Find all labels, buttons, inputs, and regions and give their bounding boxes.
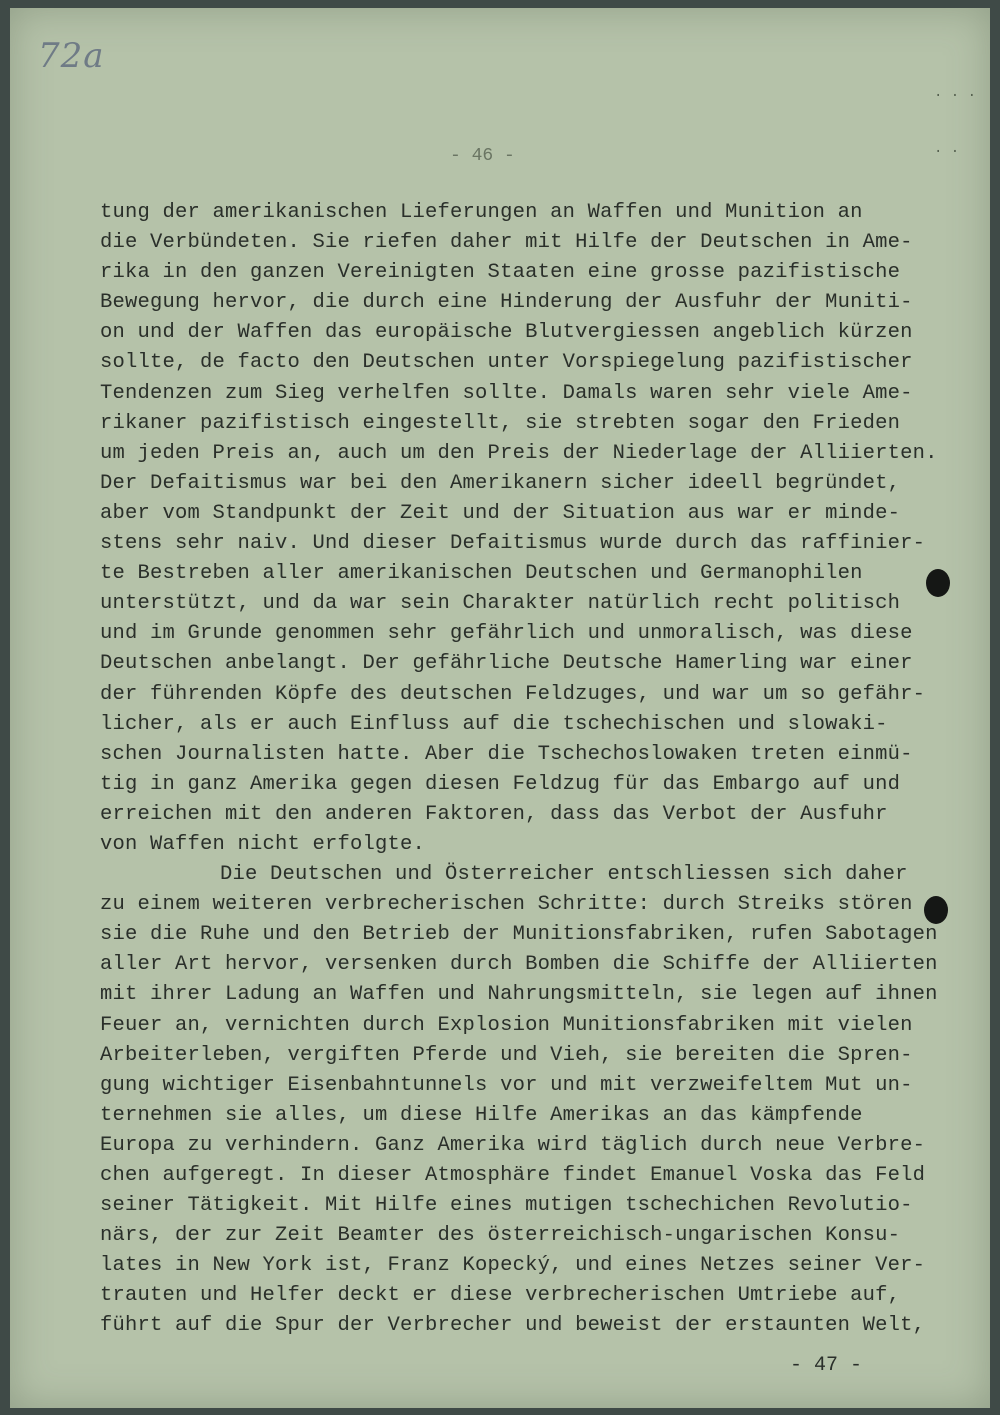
text-line: schen Journalisten hatte. Aber die Tschechoslowaken treten einmü- [100, 742, 913, 766]
text-line: erreichen mit den anderen Faktoren, dass das Verbot der Ausfuhr [100, 802, 888, 826]
document-page [10, 8, 990, 1408]
punch-hole [926, 569, 950, 597]
text-line: gung wichtiger Eisenbahntunnels vor und mit verzweifeltem Mut un- [100, 1073, 913, 1097]
text-line: sollte, de facto den Deutschen unter Vorspiegelung pazifistischer [100, 351, 913, 375]
text-line: führt auf die Spur der Verbrecher und beweist der erstaunten Welt, [100, 1314, 926, 1338]
text-line: um jeden Preis an, auch um den Preis der Niederlage der Alliierten. [100, 441, 938, 465]
text-line: unterstützt, und da war sein Charakter natürlich recht politisch [100, 592, 901, 616]
text-line: tig in ganz Amerika gegen diesen Feldzug für das Embargo auf und [100, 772, 901, 796]
text-line: ternehmen sie alles, um diese Hilfe Amerikas an das kämpfende [100, 1103, 863, 1127]
page-number: - 47 - [790, 1354, 863, 1377]
text-line: lates in New York ist, Franz Kopecký, und eines Netzes seiner Ver- [100, 1254, 926, 1278]
text-line: Bewegung hervor, die durch eine Hinderung der Ausfuhr der Muniti- [100, 291, 913, 315]
text-line: rikaner pazifistisch eingestellt, sie strebten sogar den Frieden [100, 411, 901, 435]
text-line: Deutschen anbelangt. Der gefährliche Deutsche Hamerling war einer [100, 652, 913, 676]
text-line: stens sehr naiv. Und dieser Defaitismus wurde durch das raffinier- [100, 532, 926, 556]
text-line: die Verbündeten. Sie riefen daher mit Hilfe der Deutschen in Ame- [100, 231, 913, 255]
text-line: Tendenzen zum Sieg verhelfen sollte. Damals waren sehr viele Ame- [100, 381, 913, 405]
text-line: sie die Ruhe und den Betrieb der Munitionsfabriken, rufen Sabotagen [100, 923, 938, 947]
text-line: on und der Waffen das europäische Blutvergiessen angeblich kürzen [100, 321, 913, 345]
handwritten-folio-note: 72a [38, 36, 105, 76]
text-line: aber vom Standpunkt der Zeit und der Situation aus war er minde- [100, 501, 901, 525]
text-line: Europa zu verhindern. Ganz Amerika wird täglich durch neue Verbre- [100, 1133, 926, 1157]
text-line: Die Deutschen und Österreicher entschliessen sich daher [220, 863, 908, 887]
text-line: te Bestreben aller amerikanischen Deutschen und Germanophilen [100, 562, 863, 586]
text-line: närs, der zur Zeit Beamter des österreichisch-ungarischen Konsu- [100, 1224, 901, 1248]
text-line: mit ihrer Ladung an Waffen und Nahrungsmitteln, sie legen auf ihnen [100, 983, 938, 1007]
text-line: trauten und Helfer deckt er diese verbrecherischen Umtriebe auf, [100, 1284, 901, 1308]
text-line: Der Defaitismus war bei den Amerikanern sicher ideell begründet, [100, 471, 901, 495]
text-line: chen aufgeregt. In dieser Atmosphäre findet Emanuel Voska das Feld [100, 1164, 926, 1187]
text-line: und im Grunde genommen sehr gefährlich und unmoralisch, was diese [100, 622, 913, 646]
text-line: tung der amerikanischen Lieferungen an Waffen und Munition an [100, 201, 863, 224]
text-line: Arbeiterleben, vergiften Pferde und Vieh, sie bereiten die Spren- [100, 1043, 913, 1067]
text-line: von Waffen nicht erfolgte. [100, 832, 426, 856]
text-line: aller Art hervor, versenken durch Bomben die Schiffe der Alliierten [100, 953, 938, 977]
text-line: Feuer an, vernichten durch Explosion Munitionsfabriken mit vielen [100, 1013, 913, 1037]
text-line: rika in den ganzen Vereinigten Staaten eine grosse pazifistische [100, 261, 901, 285]
text-line: zu einem weiteren verbrecherischen Schritte: durch Streiks stören [100, 893, 913, 917]
margin-dots: · · · · · [933, 88, 976, 160]
text-line: der führenden Köpfe des deutschen Feldzuges, und war um so gefähr- [100, 682, 926, 706]
text-line: seiner Tätigkeit. Mit Hilfe eines mutigen tschechichen Revolutio- [100, 1194, 913, 1218]
text-line: licher, als er auch Einfluss auf die tschechischen und slowaki- [100, 712, 888, 736]
punch-hole [924, 896, 948, 924]
typed-body-text [100, 198, 938, 1342]
faint-top-page-number: - 46 - [450, 146, 515, 166]
